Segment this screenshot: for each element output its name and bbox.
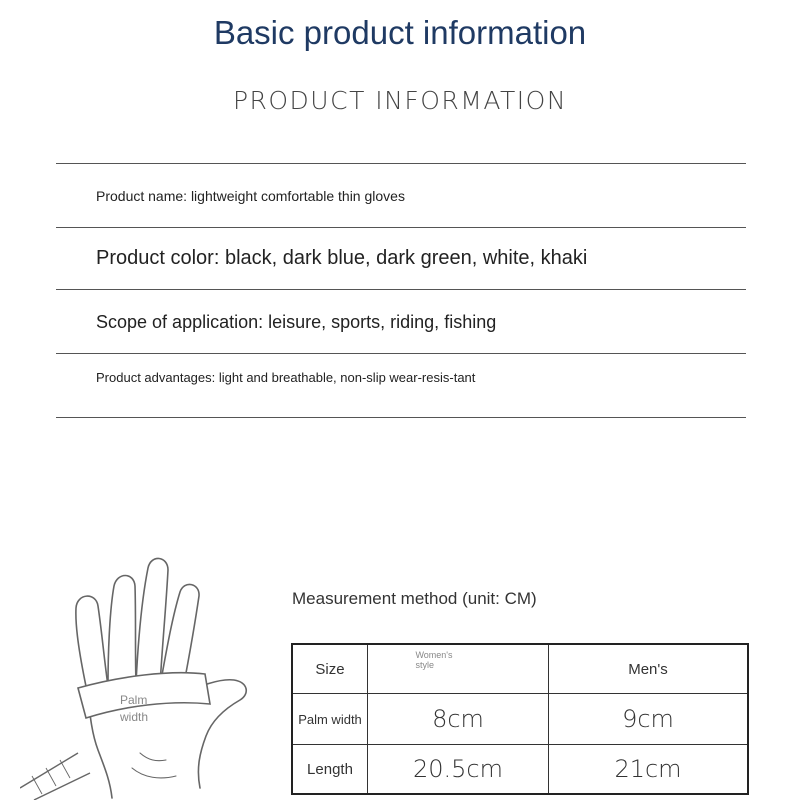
- table-row: [292, 694, 748, 745]
- womens-value: 20.5cm: [368, 745, 549, 795]
- divider: [56, 289, 746, 290]
- size-table: [291, 643, 749, 795]
- table-row: [292, 745, 748, 795]
- womens-value: 8cm: [368, 694, 549, 745]
- product-color: Product color: black, dark blue, dark green, white, khaki: [96, 247, 588, 269]
- palm-width-label: Palm width: [120, 693, 149, 724]
- page-title: Basic product information: [213, 14, 587, 51]
- section-subtitle: PRODUCT INFORMATION: [232, 86, 568, 115]
- divider: [56, 163, 746, 164]
- table-header-row: [292, 644, 748, 694]
- mens-value: 9cm: [549, 694, 749, 745]
- row-label: Palm width: [292, 694, 368, 745]
- header-size: Size: [292, 644, 368, 694]
- header-womens: Women's style: [368, 644, 549, 694]
- product-advantages: Product advantages: light and breathable, non-slip wear-resis-tant: [96, 370, 476, 385]
- divider: [56, 417, 746, 418]
- header-mens: Men's: [549, 644, 749, 694]
- measurement-caption: Measurement method (unit: CM): [292, 589, 537, 608]
- product-scope: Scope of application: leisure, sports, riding, fishing: [96, 312, 497, 332]
- product-name: Product name: lightweight comfortable thin gloves: [96, 188, 405, 204]
- row-label: Length: [292, 745, 368, 795]
- divider: [56, 353, 746, 354]
- mens-value: 21cm: [549, 745, 749, 795]
- hand-measurement-illustration: [20, 548, 270, 800]
- divider: [56, 227, 746, 228]
